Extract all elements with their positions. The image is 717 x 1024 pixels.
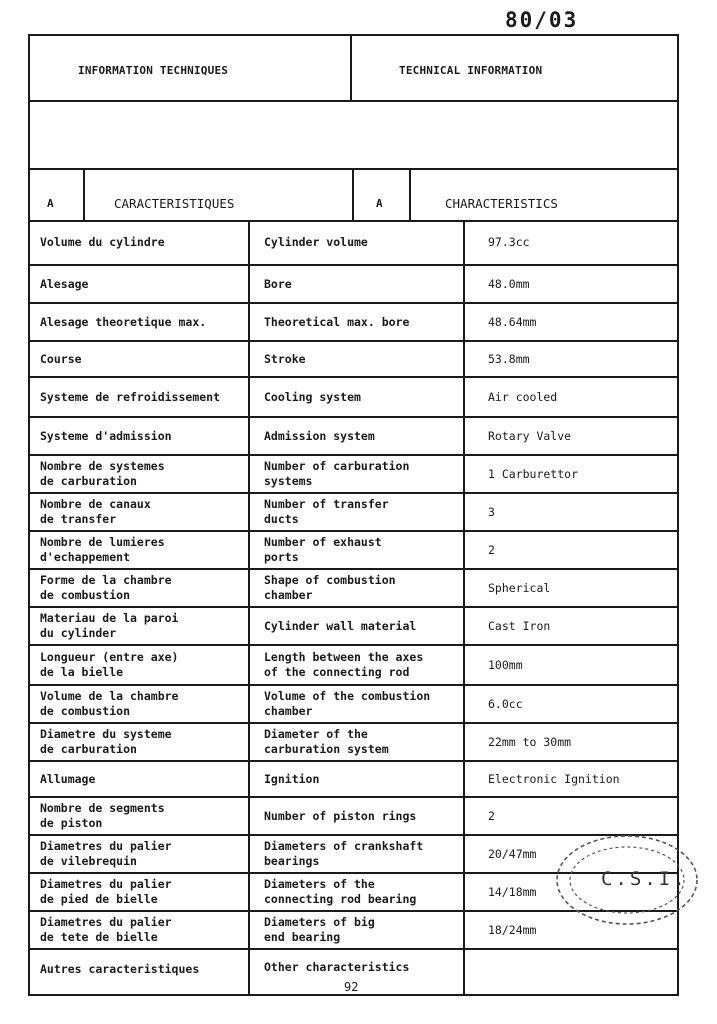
- section-letter-divider-right: [409, 168, 411, 222]
- page-number: 92: [344, 980, 359, 994]
- english-label: Other characteristics: [264, 960, 410, 974]
- header-divider: [350, 34, 352, 102]
- spec-value: 2: [488, 542, 495, 557]
- french-label: Systeme de refroidissement: [40, 389, 221, 404]
- english-label: Length between the axes of the connecting rod: [264, 650, 424, 679]
- spec-value: 97.3cc: [488, 234, 530, 249]
- english-label: Bore: [264, 276, 292, 291]
- spec-value: [488, 950, 673, 988]
- english-label: Diameters of the connecting rod bearing: [264, 877, 417, 906]
- spec-value: 18/24mm: [488, 922, 537, 937]
- french-label: Volume de la chambre de combustion: [40, 689, 179, 718]
- spec-value: Cast Iron: [488, 618, 551, 633]
- table-row: [28, 762, 679, 796]
- table-row: [28, 222, 679, 262]
- french-label: Nombre de segments de piston: [40, 801, 165, 830]
- french-label: Forme de la chambre de combustion: [40, 573, 172, 602]
- english-label: Diameter of the carburation system: [264, 727, 389, 756]
- table-row: [28, 798, 679, 834]
- table-row: [28, 266, 679, 302]
- table-row: [28, 532, 679, 568]
- french-label: Autres caracteristiques: [40, 961, 200, 976]
- english-label: Number of exhaust ports: [264, 535, 382, 564]
- english-label: Diameters of crankshaft bearings: [264, 839, 424, 868]
- section-letter-divider-left: [83, 168, 85, 222]
- table-row: [28, 686, 679, 722]
- french-label: Diametres du palier de pied de bielle: [40, 877, 172, 906]
- document-number: 80/03: [505, 8, 579, 32]
- section-middle-divider: [352, 168, 354, 222]
- spec-value: 6.0cc: [488, 696, 523, 711]
- english-label: Cylinder volume: [264, 234, 368, 249]
- english-label: Number of piston rings: [264, 808, 417, 823]
- english-label: Number of transfer ducts: [264, 497, 389, 526]
- english-label: Number of carburation systems: [264, 459, 410, 488]
- english-label: Cooling system: [264, 389, 361, 404]
- spec-value: Electronic Ignition: [488, 771, 620, 786]
- french-label: Nombre de systemes de carburation: [40, 459, 165, 488]
- table-row: [28, 494, 679, 530]
- french-label: Nombre de canaux de transfer: [40, 497, 151, 526]
- french-label: Allumage: [40, 771, 96, 786]
- spec-value: 14/18mm: [488, 884, 537, 899]
- french-label: Alesage: [40, 276, 89, 291]
- table-row: [28, 378, 679, 416]
- spec-value: 3: [488, 504, 495, 519]
- stamp-text: C.S.I.: [601, 868, 688, 890]
- section-left-title: CARACTERISTIQUES: [114, 196, 235, 211]
- french-label: Nombre de lumieres d'echappement: [40, 535, 165, 564]
- french-label: Longueur (entre axe) de la bielle: [40, 650, 179, 679]
- french-label: Diametres du palier de vilebrequin: [40, 839, 172, 868]
- section-right-title: CHARACTERISTICS: [445, 196, 558, 211]
- spec-value: 53.8mm: [488, 351, 530, 366]
- table-row: [28, 724, 679, 760]
- french-label: Diametre du systeme de carburation: [40, 727, 172, 756]
- spec-value: 20/47mm: [488, 846, 537, 861]
- english-label: Admission system: [264, 428, 375, 443]
- table-row: [28, 608, 679, 644]
- spec-value: Spherical: [488, 580, 551, 595]
- english-label: Volume of the combustion chamber: [264, 689, 431, 718]
- english-label: Cylinder wall material: [264, 618, 417, 633]
- english-label: Diameters of big end bearing: [264, 915, 375, 944]
- header-left-title: INFORMATION TECHNIQUES: [78, 64, 229, 77]
- spec-value: Rotary Valve: [488, 428, 572, 443]
- english-label: Stroke: [264, 351, 306, 366]
- table-row: [28, 418, 679, 454]
- header-right-title: TECHNICAL INFORMATION: [399, 64, 543, 77]
- spec-value: 22mm to 30mm: [488, 734, 572, 749]
- spec-value: 48.0mm: [488, 276, 530, 291]
- french-label: Course: [40, 351, 82, 366]
- section-right-letter: A: [376, 197, 383, 210]
- header-bottom-rule: [28, 100, 679, 102]
- table-row: [28, 646, 679, 684]
- french-label: Diametres du palier de tete de bielle: [40, 915, 172, 944]
- table-row: [28, 342, 679, 376]
- english-label: Ignition: [264, 771, 320, 786]
- spec-value: 2: [488, 808, 495, 823]
- french-label: Systeme d'admission: [40, 428, 172, 443]
- table-row: [28, 570, 679, 606]
- french-label: Volume du cylindre: [40, 234, 165, 249]
- spec-value: 48.64mm: [488, 314, 537, 329]
- french-label: Alesage theoretique max.: [40, 314, 207, 329]
- section-left-letter: A: [47, 197, 54, 210]
- english-label: Theoretical max. bore: [264, 314, 410, 329]
- spec-value: Air cooled: [488, 389, 558, 404]
- french-label: Materiau de la paroi du cylinder: [40, 611, 179, 640]
- table-row: [28, 456, 679, 492]
- table-row: [28, 304, 679, 340]
- english-label: Shape of combustion chamber: [264, 573, 396, 602]
- spec-value: 100mm: [488, 657, 523, 672]
- spec-value: 1 Carburettor: [488, 466, 579, 481]
